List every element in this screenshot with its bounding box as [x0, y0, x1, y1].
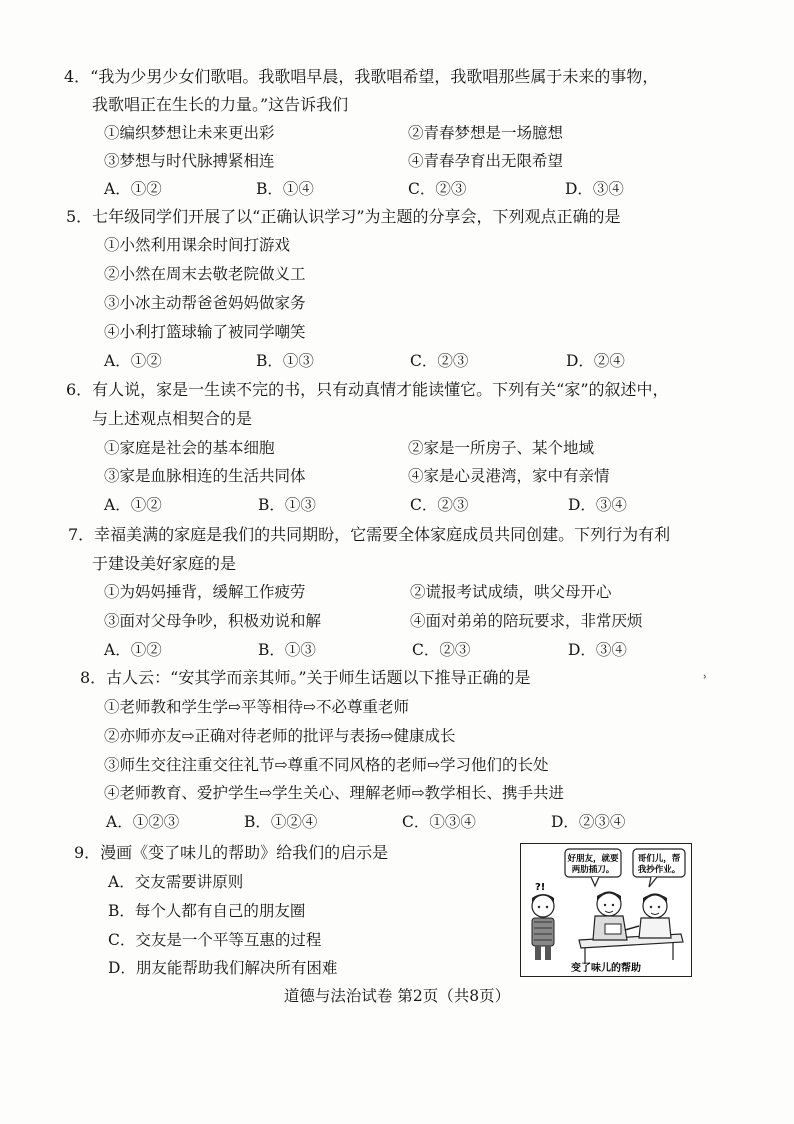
question-7-item-3: ③面对父母争吵，积极劝说和解	[104, 612, 322, 630]
question-7-stem-line-1: 7．幸福美满的家庭是我们的共同期盼，它需要全体家庭成员共同创建。下列行为有利	[68, 525, 671, 544]
question-8-stem-line-1: 8．古人云：“安其学而亲其师。”关于师生话题以下推导正确的是	[80, 668, 531, 687]
exclaim-mark: ?!	[535, 882, 546, 893]
question-4-stem-line-1: 4．“我为少男少女们歌唱。我歌唱早晨，我歌唱希望，我歌唱那些属于未来的事物，	[64, 67, 659, 86]
question-4-choice-b[interactable]: B．①④	[256, 180, 314, 198]
question-6-item-3: ③家是血脉相连的生活共同体	[104, 467, 306, 485]
question-6-choice-c[interactable]: C．②③	[410, 496, 469, 514]
question-9-choice-d[interactable]: D．朋友能帮助我们解决所有困难	[108, 959, 338, 977]
question-8-item-3: ③师生交往注重交往礼节⇨尊重不同风格的老师⇨学习他们的长处	[104, 756, 549, 774]
question-4-choice-a[interactable]: A．①②	[104, 180, 162, 198]
question-6-item-4: ④家是心灵港湾，家中有亲情	[408, 467, 610, 485]
question-6-stem-line-2: 与上述观点相契合的是	[92, 409, 253, 428]
question-8-item-4: ④老师教育、爱护学生⇨学生关心、理解老师⇨教学相长、携手共进	[104, 784, 564, 802]
cartoon-drawing	[521, 844, 691, 976]
question-7-item-2: ②谎报考试成绩，哄父母开心	[410, 583, 612, 601]
question-6-stem-line-1: 6．有人说，家是一生读不完的书，只有动真情才能读懂它。下列有关“家”的叙述中，	[66, 380, 669, 399]
question-9-choice-a[interactable]: A．交友需要讲原则	[108, 873, 244, 891]
bubble-left-line-1: 好朋友，就要	[567, 854, 619, 864]
question-7-item-4: ④面对弟弟的陪玩要求，非常厌烦	[410, 612, 643, 630]
question-6-choice-b[interactable]: B．①③	[258, 496, 316, 514]
page-footer: 道德与法治试卷 第2页（共8页）	[283, 987, 511, 1005]
question-5-item-4: ④小利打篮球输了被同学嘲笑	[104, 323, 306, 341]
question-5-choice-b[interactable]: B．①③	[256, 352, 314, 370]
question-4-item-4: ④青春孕育出无限希望	[408, 152, 564, 170]
bubble-right-line-1: 哥们儿，帮	[637, 854, 681, 864]
question-5-item-1: ①小然利用课余时间打游戏	[104, 236, 291, 254]
question-8-item-1: ①老师教和学生学⇨平等相待⇨不必尊重老师	[104, 698, 409, 716]
question-8-choice-b[interactable]: B．①②④	[244, 813, 318, 831]
question-7-item-1: ①为妈妈捶背，缓解工作疲劳	[104, 583, 306, 601]
question-4-item-2: ②青春梦想是一场臆想	[408, 124, 564, 142]
bubble-left-line-2: 两肋插刀。	[571, 865, 615, 875]
question-7-choice-c[interactable]: C．②③	[412, 641, 471, 659]
question-6-choice-d[interactable]: D．③④	[568, 496, 627, 514]
question-6-item-2: ②家是一所房子、某个地域	[408, 439, 595, 457]
question-5-stem-line-1: 5．七年级同学们开展了以“正确认识学习”为主题的分享会，下列观点正确的是	[66, 207, 621, 226]
question-7-choice-d[interactable]: D．③④	[568, 641, 627, 659]
question-8-choice-c[interactable]: C．①③④	[402, 813, 476, 831]
question-9-choice-c[interactable]: C．交友是一个平等互惠的过程	[108, 931, 322, 949]
bubble-right-line-2: 我抄作业。	[637, 865, 681, 875]
question-4-choice-c[interactable]: C．②③	[408, 180, 467, 198]
question-9-choice-b[interactable]: B．每个人都有自己的朋友圈	[108, 902, 306, 920]
question-7-choice-b[interactable]: B．①③	[258, 641, 316, 659]
question-4-item-1: ①编织梦想让未来更出彩	[104, 124, 275, 142]
question-8-choice-a[interactable]: A．①②③	[106, 813, 180, 831]
question-5-choice-d[interactable]: D．②④	[566, 352, 625, 370]
question-5-item-3: ③小冰主动帮爸爸妈妈做家务	[104, 294, 306, 312]
question-4-choice-d[interactable]: D．③④	[565, 180, 624, 198]
question-9-stem-line-1: 9．漫画《变了味儿的帮助》给我们的启示是	[74, 843, 389, 862]
question-4-item-3: ③梦想与时代脉搏紧相连	[104, 152, 275, 170]
question-5-choice-c[interactable]: C．②③	[410, 352, 469, 370]
question-6-choice-a[interactable]: A．①②	[104, 496, 162, 514]
question-5-choice-a[interactable]: A．①②	[104, 352, 162, 370]
question-5-item-2: ②小然在周末去敬老院做义工	[104, 265, 306, 283]
cartoon-illustration	[520, 843, 692, 977]
question-8-item-2: ②亦师亦友⇨正确对待老师的批评与表扬⇨健康成长	[104, 727, 456, 745]
question-8-choice-d[interactable]: D．②③④	[551, 813, 626, 831]
scan-mark: ˒	[703, 670, 708, 686]
question-7-choice-a[interactable]: A．①②	[104, 641, 162, 659]
question-4-stem-line-2: 我歌唱正在生长的力量。”这告诉我们	[92, 95, 349, 114]
cartoon-caption: 变了味儿的帮助	[571, 963, 641, 974]
question-6-item-1: ①家庭是社会的基本细胞	[104, 439, 275, 457]
question-7-stem-line-2: 于建设美好家庭的是	[92, 554, 237, 573]
